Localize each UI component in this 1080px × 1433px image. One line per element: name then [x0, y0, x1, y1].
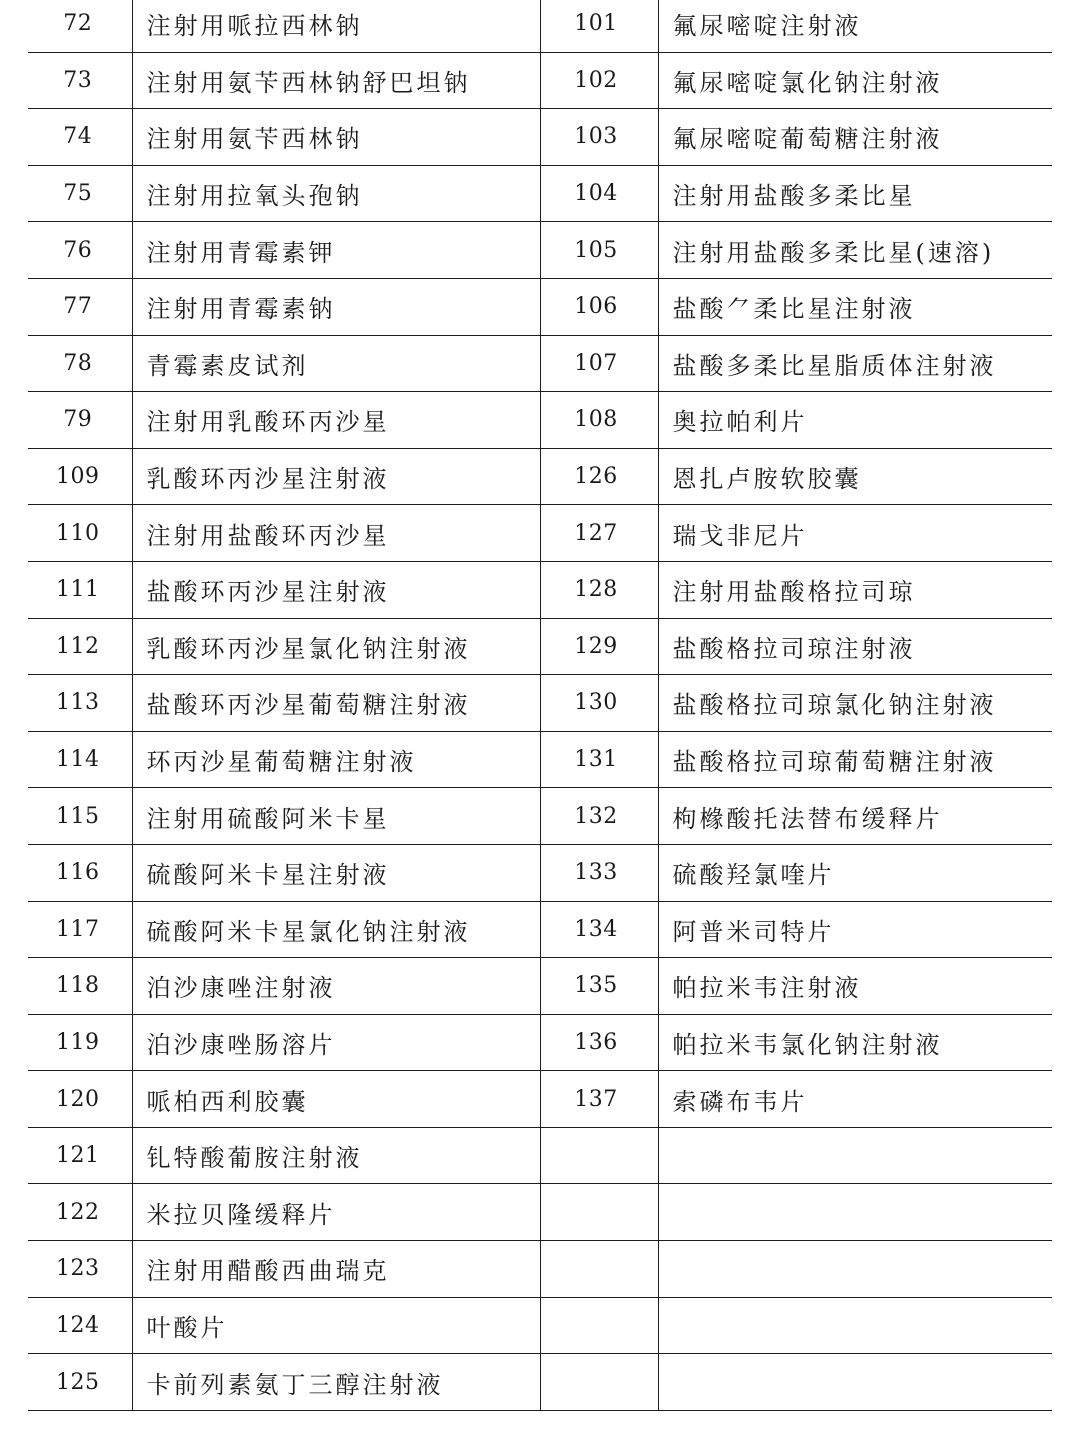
right-drug-name-cell — [658, 1184, 1052, 1241]
table-row — [28, 958, 1052, 1015]
right-drug-name-cell: 注射用盐酸多柔比星 — [658, 165, 1052, 222]
table-row — [28, 844, 1052, 901]
left-drug-name-cell: 泊沙康唑注射液 — [132, 958, 540, 1015]
table-row — [28, 675, 1052, 732]
left-number-cell: 121 — [28, 1127, 132, 1184]
left-drug-name-cell: 米拉贝隆缓释片 — [132, 1184, 540, 1241]
left-number-cell: 117 — [28, 901, 132, 958]
right-drug-name-cell: 盐酸多柔比星脂质体注射液 — [658, 335, 1052, 392]
drug-list-body — [28, 0, 1052, 1410]
right-number-cell — [540, 1241, 658, 1298]
table-row — [28, 561, 1052, 618]
right-number-cell: 103 — [540, 109, 658, 166]
table-row — [28, 505, 1052, 562]
left-drug-name-cell: 注射用哌拉西林钠 — [132, 0, 540, 52]
right-number-cell: 137 — [540, 1071, 658, 1128]
left-drug-name-cell: 硫酸阿米卡星注射液 — [132, 844, 540, 901]
drug-list-table — [28, 0, 1052, 1411]
right-number-cell: 106 — [540, 278, 658, 335]
table-row — [28, 1184, 1052, 1241]
right-number-cell — [540, 1184, 658, 1241]
right-number-cell: 136 — [540, 1014, 658, 1071]
left-number-cell: 120 — [28, 1071, 132, 1128]
right-drug-name-cell: 盐酸格拉司琼葡萄糖注射液 — [658, 731, 1052, 788]
right-number-cell: 135 — [540, 958, 658, 1015]
right-number-cell: 127 — [540, 505, 658, 562]
right-drug-name-cell: 注射用盐酸格拉司琼 — [658, 561, 1052, 618]
table-row — [28, 618, 1052, 675]
left-number-cell: 119 — [28, 1014, 132, 1071]
left-number-cell: 72 — [28, 0, 132, 52]
left-drug-name-cell: 注射用盐酸环丙沙星 — [132, 505, 540, 562]
right-drug-name-cell — [658, 1297, 1052, 1354]
left-number-cell: 111 — [28, 561, 132, 618]
table-row — [28, 165, 1052, 222]
table-row — [28, 901, 1052, 958]
left-drug-name-cell: 钆特酸葡胺注射液 — [132, 1127, 540, 1184]
right-drug-name-cell — [658, 1354, 1052, 1411]
right-number-cell: 101 — [540, 0, 658, 52]
table-row — [28, 335, 1052, 392]
left-number-cell: 73 — [28, 52, 132, 109]
left-drug-name-cell: 哌柏西利胶囊 — [132, 1071, 540, 1128]
left-drug-name-cell: 盐酸环丙沙星注射液 — [132, 561, 540, 618]
table-row — [28, 1014, 1052, 1071]
left-drug-name-cell: 注射用硫酸阿米卡星 — [132, 788, 540, 845]
right-drug-name-cell: 盐酸⺈柔比星注射液 — [658, 278, 1052, 335]
right-drug-name-cell: 氟尿嘧啶葡萄糖注射液 — [658, 109, 1052, 166]
right-number-cell: 133 — [540, 844, 658, 901]
right-drug-name-cell: 阿普米司特片 — [658, 901, 1052, 958]
table-row — [28, 1241, 1052, 1298]
right-number-cell — [540, 1127, 658, 1184]
table-row — [28, 392, 1052, 449]
table-row — [28, 278, 1052, 335]
right-drug-name-cell: 枸橼酸托法替布缓释片 — [658, 788, 1052, 845]
left-number-cell: 74 — [28, 109, 132, 166]
right-number-cell — [540, 1354, 658, 1411]
right-number-cell: 134 — [540, 901, 658, 958]
left-number-cell: 78 — [28, 335, 132, 392]
table-row — [28, 731, 1052, 788]
right-drug-name-cell: 帕拉米韦注射液 — [658, 958, 1052, 1015]
left-drug-name-cell: 环丙沙星葡萄糖注射液 — [132, 731, 540, 788]
left-number-cell: 79 — [28, 392, 132, 449]
right-number-cell: 131 — [540, 731, 658, 788]
left-number-cell: 110 — [28, 505, 132, 562]
left-number-cell: 124 — [28, 1297, 132, 1354]
right-number-cell: 128 — [540, 561, 658, 618]
left-number-cell: 123 — [28, 1241, 132, 1298]
left-drug-name-cell: 卡前列素氨丁三醇注射液 — [132, 1354, 540, 1411]
left-number-cell: 113 — [28, 675, 132, 732]
left-drug-name-cell: 泊沙康唑肠溶片 — [132, 1014, 540, 1071]
right-number-cell — [540, 1297, 658, 1354]
left-drug-name-cell: 乳酸环丙沙星氯化钠注射液 — [132, 618, 540, 675]
left-drug-name-cell: 硫酸阿米卡星氯化钠注射液 — [132, 901, 540, 958]
right-number-cell: 129 — [540, 618, 658, 675]
right-drug-name-cell: 帕拉米韦氯化钠注射液 — [658, 1014, 1052, 1071]
right-drug-name-cell: 盐酸格拉司琼氯化钠注射液 — [658, 675, 1052, 732]
left-drug-name-cell: 注射用乳酸环丙沙星 — [132, 392, 540, 449]
left-number-cell: 114 — [28, 731, 132, 788]
left-drug-name-cell: 注射用氨苄西林钠 — [132, 109, 540, 166]
right-drug-name-cell: 索磷布韦片 — [658, 1071, 1052, 1128]
right-number-cell: 102 — [540, 52, 658, 109]
left-number-cell: 112 — [28, 618, 132, 675]
left-drug-name-cell: 青霉素皮试剂 — [132, 335, 540, 392]
right-drug-name-cell — [658, 1241, 1052, 1298]
right-drug-name-cell: 硫酸羟氯喹片 — [658, 844, 1052, 901]
table-row — [28, 1127, 1052, 1184]
right-drug-name-cell: 注射用盐酸多柔比星(速溶) — [658, 222, 1052, 279]
left-number-cell: 116 — [28, 844, 132, 901]
right-drug-name-cell: 奥拉帕利片 — [658, 392, 1052, 449]
left-drug-name-cell: 注射用醋酸西曲瑞克 — [132, 1241, 540, 1298]
right-drug-name-cell: 瑞戈非尼片 — [658, 505, 1052, 562]
right-number-cell: 126 — [540, 448, 658, 505]
right-number-cell: 105 — [540, 222, 658, 279]
right-drug-name-cell: 恩扎卢胺软胶囊 — [658, 448, 1052, 505]
left-number-cell: 115 — [28, 788, 132, 845]
left-drug-name-cell: 注射用青霉素钠 — [132, 278, 540, 335]
right-number-cell: 130 — [540, 675, 658, 732]
right-number-cell: 132 — [540, 788, 658, 845]
table-row — [28, 0, 1052, 52]
table-row — [28, 788, 1052, 845]
left-drug-name-cell: 盐酸环丙沙星葡萄糖注射液 — [132, 675, 540, 732]
right-number-cell: 108 — [540, 392, 658, 449]
table-row — [28, 222, 1052, 279]
right-number-cell: 107 — [540, 335, 658, 392]
left-drug-name-cell: 注射用拉氧头孢钠 — [132, 165, 540, 222]
right-drug-name-cell: 氟尿嘧啶注射液 — [658, 0, 1052, 52]
table-row — [28, 448, 1052, 505]
table-row — [28, 1297, 1052, 1354]
left-number-cell: 118 — [28, 958, 132, 1015]
left-number-cell: 75 — [28, 165, 132, 222]
left-drug-name-cell: 注射用青霉素钾 — [132, 222, 540, 279]
right-drug-name-cell: 氟尿嘧啶氯化钠注射液 — [658, 52, 1052, 109]
left-drug-name-cell: 叶酸片 — [132, 1297, 540, 1354]
left-drug-name-cell: 注射用氨苄西林钠舒巴坦钠 — [132, 52, 540, 109]
right-drug-name-cell — [658, 1127, 1052, 1184]
right-drug-name-cell: 盐酸格拉司琼注射液 — [658, 618, 1052, 675]
table-row — [28, 1354, 1052, 1411]
left-drug-name-cell: 乳酸环丙沙星注射液 — [132, 448, 540, 505]
left-number-cell: 76 — [28, 222, 132, 279]
left-number-cell: 125 — [28, 1354, 132, 1411]
left-number-cell: 109 — [28, 448, 132, 505]
table-row — [28, 1071, 1052, 1128]
left-number-cell: 77 — [28, 278, 132, 335]
left-number-cell: 122 — [28, 1184, 132, 1241]
table-row — [28, 109, 1052, 166]
right-number-cell: 104 — [540, 165, 658, 222]
table-row — [28, 52, 1052, 109]
